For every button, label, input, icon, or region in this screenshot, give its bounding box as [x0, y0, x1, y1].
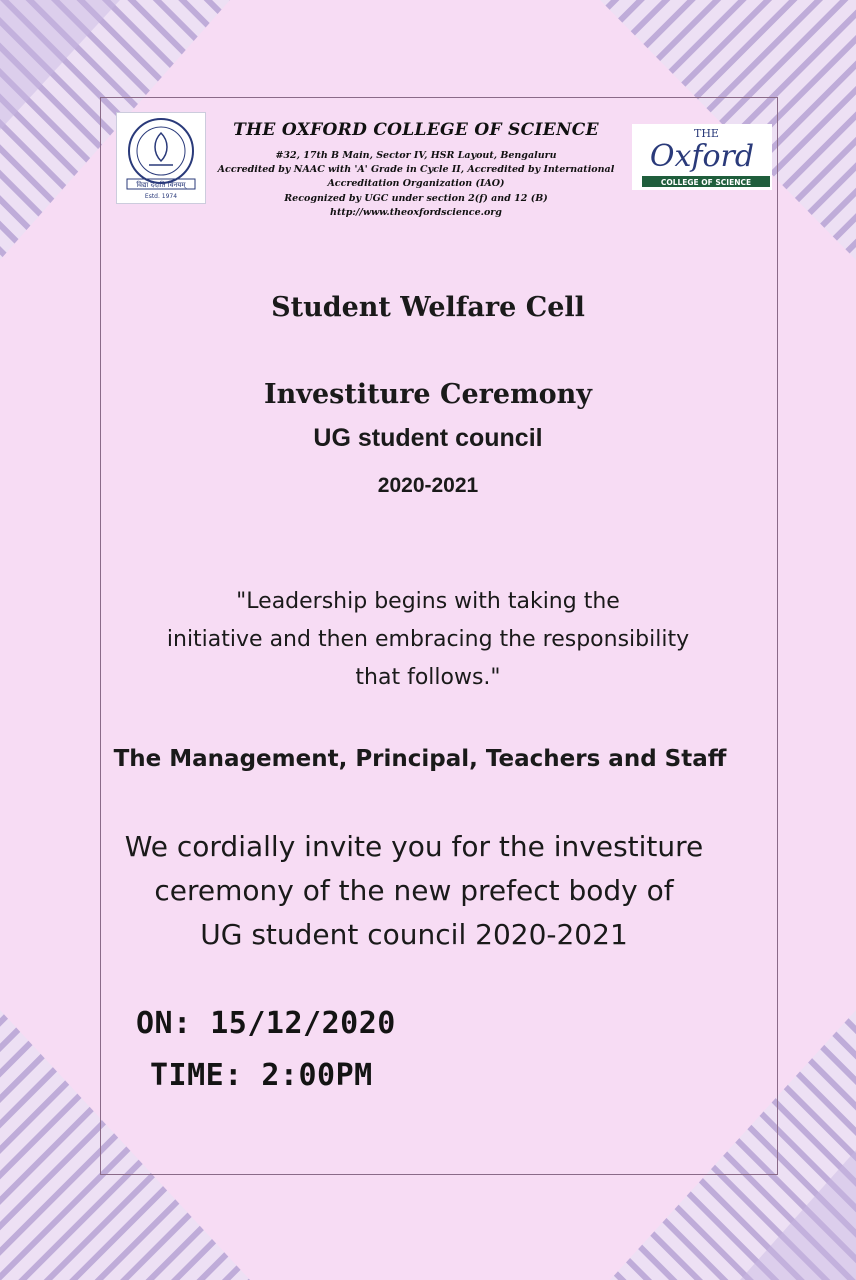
event-title: Investiture Ceremony: [264, 379, 592, 410]
event-year: 2020-2021: [377, 474, 479, 497]
address-line-3: Accreditation Organization (IAO): [327, 178, 505, 189]
event-date: ON: 15/12/2020: [136, 1006, 396, 1041]
quote-line-2: initiative and then embracing the responsibility: [166, 627, 690, 652]
quote-line-1: "Leadership begins with taking the: [236, 589, 620, 614]
invite-line-1: We cordially invite you for the investiture: [124, 830, 704, 863]
address-line-4: Recognized by UGC under section 2(f) and 12 (B): [284, 193, 548, 204]
event-time: TIME: 2:00PM: [150, 1058, 373, 1093]
address-line-2: Accredited by NAAC with 'A' Grade in Cycle II, Accredited by International: [217, 164, 615, 175]
oxford-college-logo: [632, 124, 772, 190]
cell-name: Student Welfare Cell: [271, 292, 585, 323]
address-line-1: #32, 17th B Main, Sector IV, HSR Layout, Bengaluru: [275, 150, 557, 161]
hosts-line: The Management, Principal, Teachers and Staff: [113, 746, 727, 772]
logo-subtitle: COLLEGE OF SCIENCE: [660, 178, 752, 187]
website-url: http://www.theoxfordscience.org: [330, 207, 502, 218]
invite-line-2: ceremony of the new prefect body of: [154, 874, 674, 907]
college-name: THE OXFORD COLLEGE OF SCIENCE: [233, 120, 599, 140]
college-seal-logo: [116, 112, 206, 204]
logo-oxford: Oxford: [649, 139, 755, 174]
logo-the: THE: [694, 127, 719, 140]
quote-line-3: that follows.": [355, 665, 501, 690]
invite-line-3: UG student council 2020-2021: [200, 918, 628, 951]
seal-estd: Estd. 1974: [144, 193, 178, 200]
event-subtitle: UG student council: [313, 424, 543, 452]
seal-motto: विद्या ददाति विनयम्: [136, 181, 186, 189]
